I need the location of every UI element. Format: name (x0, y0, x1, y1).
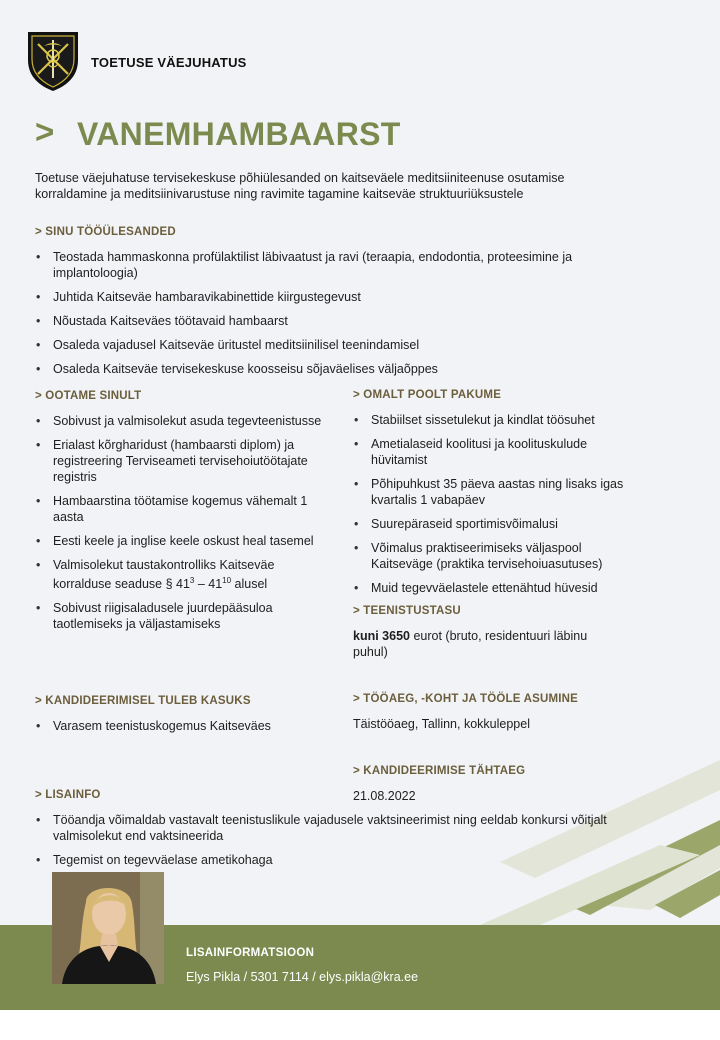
intro-text: Toetuse väejuhatuse tervisekeskuse põhiülesanded on kaitseväele meditsiiniteenuse osutamise korraldamine ja meditsiinivarustuse ning ravimite tagamine kaitseväe struktuuriüksustele (35, 171, 565, 201)
list-item-text: alusel (231, 577, 268, 592)
extra-heading: > LISAINFO (35, 789, 101, 801)
deadline-date: 21.08.2022 (353, 789, 416, 803)
salary-amount: kuni 3650 (353, 629, 410, 643)
superscript: 3 (189, 576, 195, 585)
list-item: • Eesti keele ja inglise keele oskust heal tasemel (35, 533, 325, 549)
offer-heading: > OMALT POOLT PAKUME (353, 389, 502, 401)
expect-list (35, 413, 325, 640)
expect-heading: > OOTAME SINULT (35, 390, 142, 402)
extra-list (35, 812, 620, 876)
list-item (35, 557, 325, 592)
list-item: • Varasem teenistuskogemus Kaitseväes (35, 718, 325, 734)
list-item-text: Valmisolekut taustakontrolliks Kaitseväe korralduse seaduse § 41 (53, 558, 275, 592)
list-item: • Sobivust riigisaladusele juurdepääsuloa taotlemiseks ja väljastamiseks (35, 600, 325, 632)
list-item: • Erialast kõrgharidust (hambaarsti diplom) ja registreering Terviseameti tervisehoiutöötajate registris (35, 437, 325, 485)
salary-heading: > TEENISTUSTASU (353, 605, 461, 617)
salary-rest: eurot (bruto, residentuuri läbinu puhul) (353, 629, 588, 659)
list-item: • Ametialaseid koolitusi ja koolituskulude hüvitamist (353, 436, 628, 468)
list-item: • Põhipuhkust 35 päeva aastas ning lisaks igas kvartalis 1 vabapäev (353, 476, 628, 508)
list-item: • Teostada hammaskonna profülaktilist läbivaatust ja ravi (teraapia, endodontia, proteesimine ja implantoloogia) (35, 249, 620, 281)
advantage-list (35, 718, 325, 742)
advantage-heading: > KANDIDEERIMISEL TULEB KASUKS (35, 695, 251, 707)
duties-list (35, 249, 620, 385)
worktime-heading: > TÖÖAEG, -KOHT JA TÖÖLE ASUMINE (353, 693, 579, 705)
title-chevron: > (35, 113, 55, 150)
list-item: • Tööandja võimaldab vastavalt teenistuslikule vajadusele vaktsineerimist ning eeldab konkursi võitjalt valmisolekut end vaktsineerida (35, 812, 620, 844)
list-item: • Hambaarstina töötamise kogemus vähemalt 1 aasta (35, 493, 325, 525)
list-item: • Sobivust ja valmisolekut asuda tegevteenistusse (35, 413, 325, 429)
offer-list (353, 412, 628, 604)
list-item: • Võimalus praktiseerimiseks väljaspool Kaitseväge (praktika tervisehoiuasutuses) (353, 540, 628, 572)
crest-logo (26, 30, 80, 92)
list-item: • Juhtida Kaitseväe hambaravikabinettide kiirgustegevust (35, 289, 620, 305)
contact-details: Elys Pikla / 5301 7114 / elys.pikla@kra.ee (186, 970, 419, 984)
salary-text (353, 628, 623, 660)
list-item: • Osaleda Kaitseväe tervisekeskuse koosseisu sõjaväelises väljaõppes (35, 361, 620, 377)
worktime-text: Täistööaeg, Tallinn, kokkuleppel (353, 717, 530, 731)
duties-heading: > SINU TÖÖÜLESANDED (35, 226, 176, 238)
superscript: 10 (222, 576, 232, 585)
contact-title: LISAINFORMATSIOON (186, 947, 315, 959)
organization-name: TOETUSE VÄEJUHATUS (91, 55, 247, 70)
list-item: • Nõustada Kaitseväes töötavaid hambaarst (35, 313, 620, 329)
list-item: • Tegemist on tegevväelase ametikohaga (35, 852, 620, 868)
list-item: • Suurepäraseid sportimisvõimalusi (353, 516, 628, 532)
list-item-text: – 41 (194, 577, 223, 592)
page-title: VANEMHAMBAARST (77, 116, 401, 152)
list-item: • Osaleda vajadusel Kaitseväe üritustel meditsiinilisel teenindamisel (35, 337, 620, 353)
deadline-heading: > KANDIDEERIMISE TÄHTAEG (353, 765, 526, 777)
contact-photo (52, 872, 164, 984)
list-item: • Muid tegevväelastele ettenähtud hüvesid (353, 580, 628, 596)
list-item: • Stabiilset sissetulekut ja kindlat töösuhet (353, 412, 628, 428)
